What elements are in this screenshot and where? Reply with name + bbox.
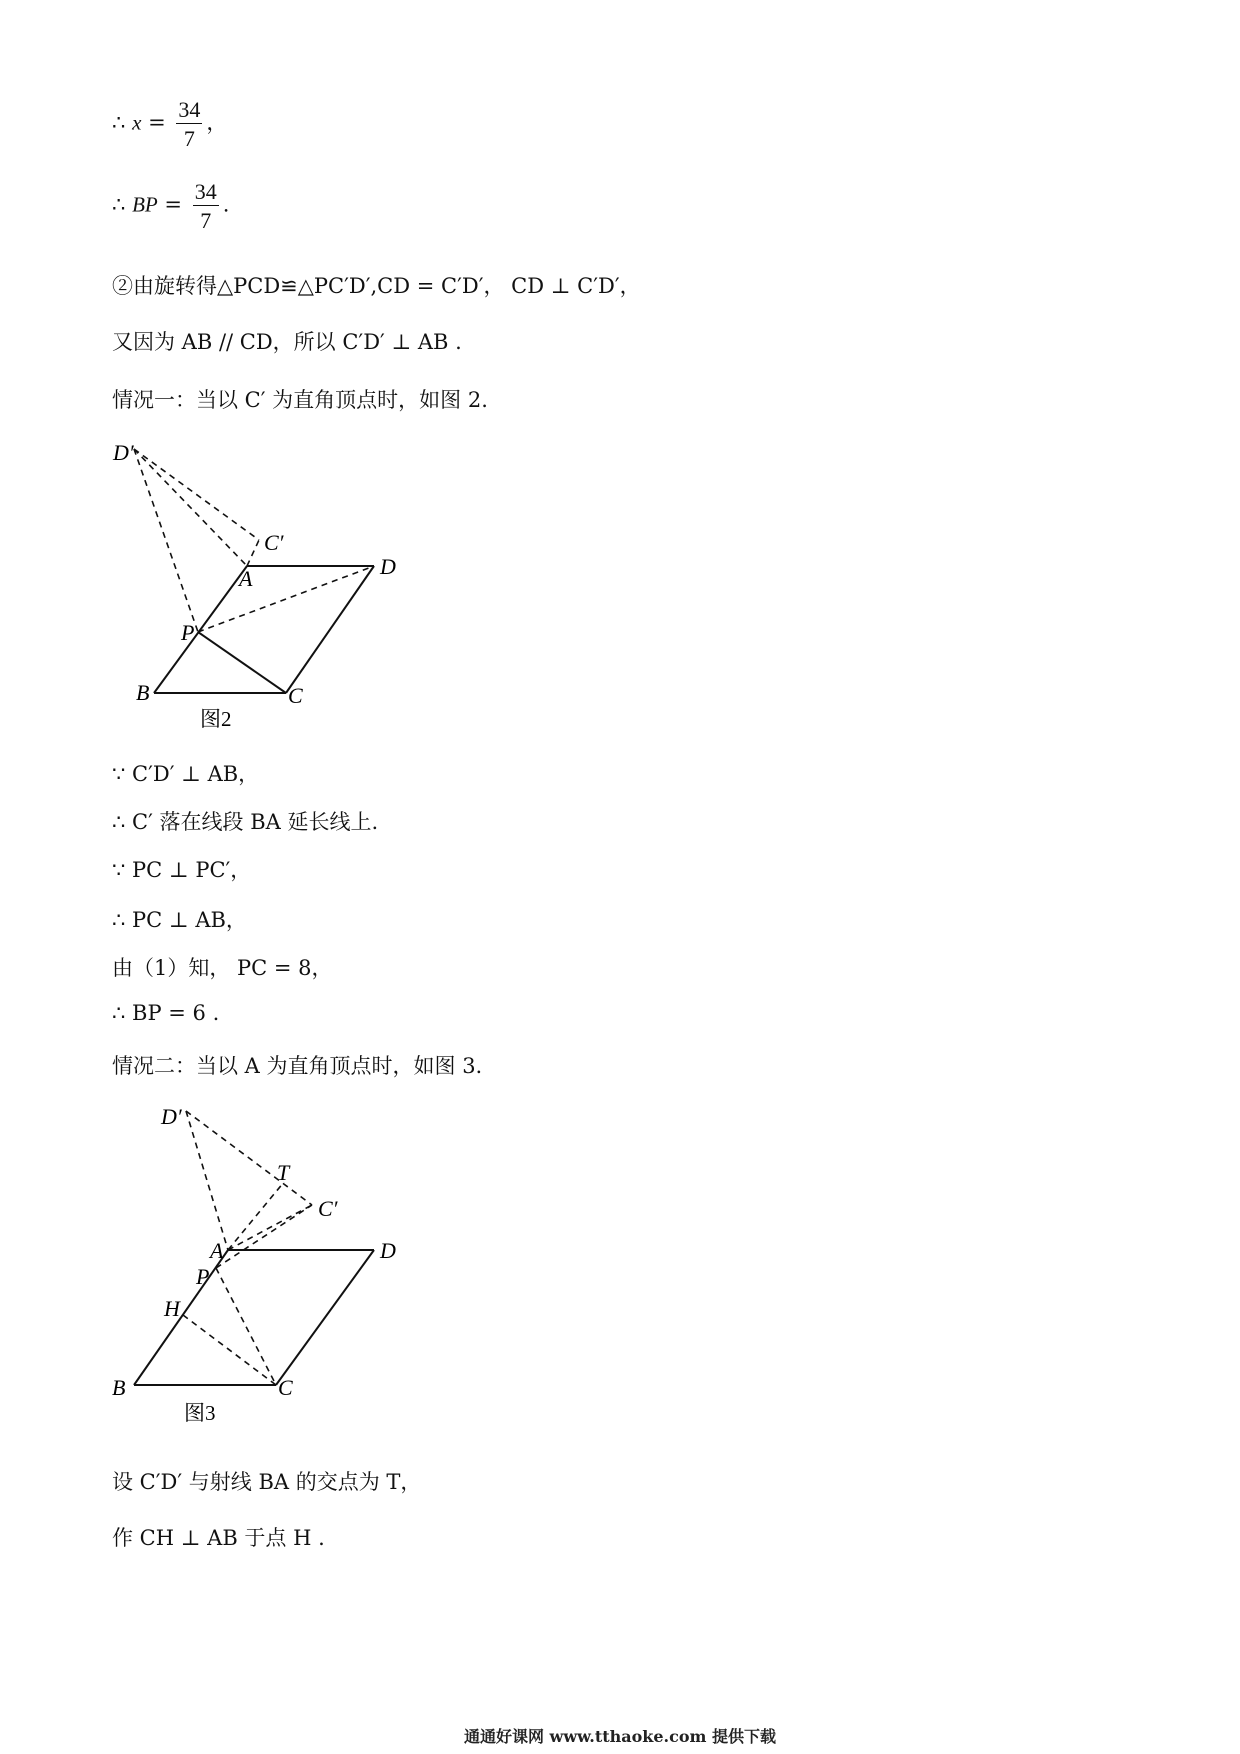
figure-3 bbox=[100, 1100, 460, 1440]
therefore-symbol: ∴ bbox=[112, 192, 126, 217]
label-a: A bbox=[239, 566, 253, 591]
text-line-8: ∵ PC ⊥ PC′， bbox=[112, 858, 252, 882]
text-line-5: 情况一：当以 C′ 为直角顶点时，如图 2. bbox=[112, 388, 488, 412]
numerator: 34 bbox=[193, 180, 219, 206]
label-d-prime: D′ bbox=[161, 1104, 182, 1129]
label-d: D bbox=[380, 554, 396, 579]
text-line-12: 情况二：当以 A 为直角顶点时，如图 3. bbox=[112, 1054, 483, 1078]
fraction bbox=[176, 98, 202, 150]
text-line-11: ∴ BP = 6 . bbox=[112, 1001, 220, 1025]
equation-x bbox=[112, 98, 227, 150]
equation-bp bbox=[112, 180, 229, 232]
label-d-prime: D′ bbox=[113, 440, 134, 465]
variable-x: x bbox=[132, 110, 142, 135]
text-line-6: ∵ C′D′ ⊥ AB， bbox=[112, 762, 260, 786]
label-d: D bbox=[380, 1238, 396, 1263]
label-c: C bbox=[288, 683, 303, 708]
label-c-prime: C′ bbox=[264, 530, 284, 555]
text-line-14: 作 CH ⊥ AB 于点 H . bbox=[112, 1526, 325, 1550]
text-line-9: ∴ PC ⊥ AB， bbox=[112, 908, 247, 932]
text-line-13: 设 C′D′ 与射线 BA 的交点为 T， bbox=[112, 1470, 422, 1494]
figure-2-caption: 图2 bbox=[200, 707, 232, 730]
text-line-7: ∴ C′ 落在线段 BA 延长线上. bbox=[112, 810, 379, 834]
numerator: 34 bbox=[176, 98, 202, 124]
label-p: P bbox=[196, 1264, 210, 1289]
page-footer: 通通好课网 www.tthaoke.com 提供下载 bbox=[463, 1727, 777, 1746]
equals-sign: = bbox=[148, 110, 166, 135]
text-line-3: ②由旋转得△PCD≌△PC′D′,CD = C′D′， CD ⊥ C′D′， bbox=[112, 274, 641, 298]
denominator: 7 bbox=[200, 208, 212, 234]
therefore-symbol: ∴ bbox=[112, 110, 126, 135]
label-p: P bbox=[181, 620, 195, 645]
figure-3-caption: 图3 bbox=[184, 1401, 216, 1425]
equals-sign: = bbox=[164, 192, 183, 217]
suffix: . bbox=[222, 192, 230, 217]
label-a: A bbox=[210, 1238, 224, 1263]
variable-bp: BP bbox=[132, 192, 158, 217]
label-c-prime: C′ bbox=[318, 1196, 338, 1221]
label-c: C bbox=[278, 1375, 293, 1400]
label-t: T bbox=[277, 1160, 290, 1185]
figure-2 bbox=[100, 430, 460, 730]
text-line-10: 由（1）知， PC = 8， bbox=[112, 956, 333, 980]
suffix: ， bbox=[206, 110, 228, 135]
label-b: B bbox=[136, 680, 150, 705]
fraction bbox=[193, 180, 219, 232]
label-h: H bbox=[164, 1296, 180, 1321]
denominator: 7 bbox=[183, 126, 195, 152]
label-b: B bbox=[112, 1375, 126, 1400]
text-line-4: 又因为 AB // CD，所以 C′D′ ⊥ AB . bbox=[112, 330, 462, 354]
